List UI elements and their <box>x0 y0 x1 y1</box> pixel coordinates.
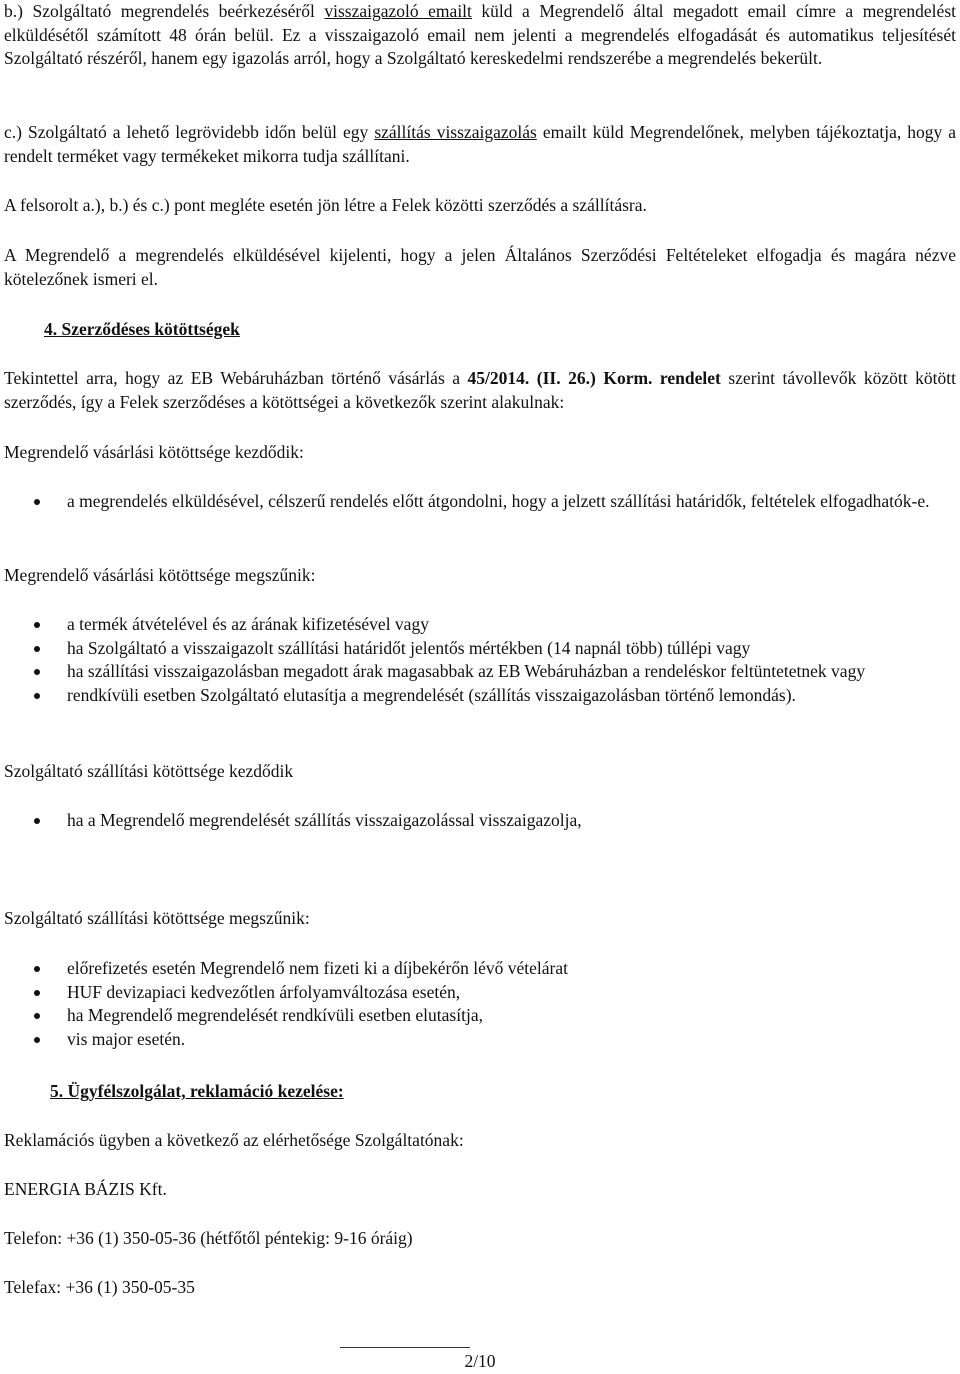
list-item: előrefizetés esetén Megrendelő nem fizeti ki a díjbekérőn lévő vételárat <box>4 957 956 981</box>
szolgaltato-kezdodik-heading: Szolgáltató szállítási kötöttsége kezdődik <box>4 761 294 781</box>
visszaigazolo-email-link: visszaigazoló emailt <box>324 1 472 21</box>
list-item: vis major esetén. <box>4 1028 956 1052</box>
list-item: ha Szolgáltató a visszaigazolt szállítási határidőt jelentős mértékben (14 napnál több) túllépi vagy <box>4 637 956 661</box>
contact-intro: Reklamációs ügyben a következő az elérhetősége Szolgáltatónak: <box>4 1130 464 1150</box>
megrendelo-kezdodik-list <box>4 490 956 514</box>
szallitas-visszaigazolas-link: szállítás visszaigazolás <box>374 122 537 142</box>
paragraph-aszf: A Megrendelő a megrendelés elküldésével kijelenti, hogy a jelen Általános Szerződési Feltételeket elfogadja és magára nézve kötelezőnek ismeri el. <box>4 245 956 289</box>
section-5-title: Ügyfélszolgálat, reklamáció kezelése: <box>67 1081 344 1101</box>
list-item: ha Megrendelő megrendelését rendkívüli esetben elutasítja, <box>4 1004 956 1028</box>
section-4-number: 4. <box>44 319 58 339</box>
list-item: a megrendelés elküldésével, célszerű rendelés előtt átgondolni, hogy a jelzett szállítási határidők, feltételek elfogadhatók-e. <box>4 490 956 514</box>
paragraph-b <box>4 0 956 71</box>
paragraph-c-rest: emailt küld Megrendelőnek, melyben tájékoztatja, hogy a rendelt terméket vagy termékeket mikorra tudja szállítani. <box>4 122 957 166</box>
section-5-heading <box>4 1080 956 1104</box>
fax-number: Telefax: +36 (1) 350-05-35 <box>4 1277 195 1297</box>
list-item: rendkívüli esetben Szolgáltató elutasítja a megrendelését (szállítás visszaigazolásban történő lemondás). <box>4 684 956 708</box>
szolgaltato-kezdodik-list <box>4 809 956 833</box>
tekintettel-before: Tekintettel arra, hogy az EB Webáruházban történő vásárlás a <box>4 368 468 388</box>
szolgaltato-megszunik-list <box>4 957 956 1051</box>
rendelet-reference: 45/2014. (II. 26.) Korm. rendelet <box>467 368 721 388</box>
megrendelo-megszunik-heading: Megrendelő vásárlási kötöttsége megszűnik: <box>4 565 316 585</box>
megrendelo-kezdodik-heading: Megrendelő vásárlási kötöttsége kezdődik: <box>4 442 304 462</box>
section-4-title: Szerződéses kötöttségek <box>61 319 240 339</box>
paragraph-felsorolt: A felsorolt a.), b.) és c.) pont megléte esetén jön létre a Felek közötti szerződés a szállításra. <box>4 195 647 215</box>
paragraph-b-rest: küld a Megrendelő által megadott email címre a megrendelést elküldésétől számított 48 órán belül. Ez a visszaigazoló email nem jelenti a megrendelés elfogadását és automatikus teljesítését Szolgáltató részéről, hanem egy igazolás arról, hogy a Szolgáltató kereskedelmi rendszerébe a megrendelés bekerült. <box>4 1 956 68</box>
paragraph-c <box>4 121 956 168</box>
megrendelo-megszunik-list <box>4 613 956 707</box>
paragraph-tekintettel <box>4 367 956 414</box>
paragraph-b-prefix: b.) Szolgáltató megrendelés beérkezéséről <box>4 1 325 21</box>
section-4-heading <box>4 318 956 342</box>
list-item: ha a Megrendelő megrendelését szállítás visszaigazolással visszaigazolja, <box>4 809 956 833</box>
list-item: HUF devizapiaci kedvezőtlen árfolyamváltozása esetén, <box>4 981 956 1005</box>
section-5-number: 5. <box>50 1081 64 1101</box>
company-name: ENERGIA BÁZIS Kft. <box>4 1179 167 1199</box>
page-number: 2/10 <box>464 1351 496 1371</box>
paragraph-c-prefix: c.) Szolgáltató a lehető legrövidebb időn belül egy <box>4 122 375 142</box>
list-item: ha szállítási visszaigazolásban megadott árak magasabbak az EB Webáruházban a rendeléskor feltüntetetnek vagy <box>4 660 956 684</box>
list-item: a termék átvételével és az árának kifizetésével vagy <box>4 613 956 637</box>
szolgaltato-megszunik-heading: Szolgáltató szállítási kötöttsége megszűnik: <box>4 908 310 928</box>
phone-number: Telefon: +36 (1) 350-05-36 (hétfőtől péntekig: 9-16 óráig) <box>4 1228 413 1248</box>
tekintettel-after: szerint távollevők között kötött szerződés, így a Felek szerződéses a kötöttségei a következők szerint alakulnak: <box>4 368 956 412</box>
footer-rule <box>340 1347 470 1348</box>
